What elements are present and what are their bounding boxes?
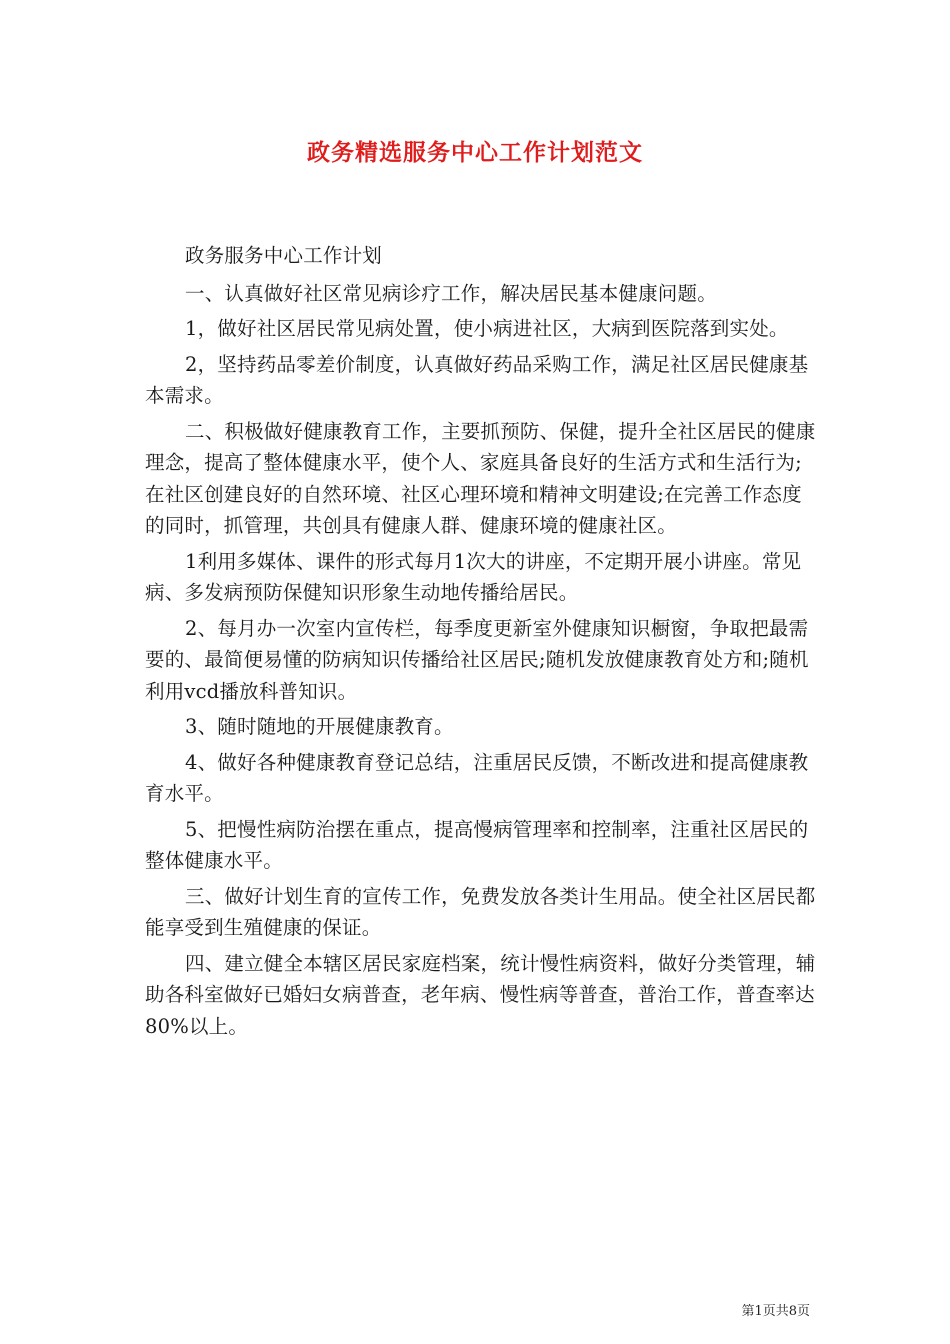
- paragraph: 5、把慢性病防治摆在重点，提高慢病管理率和控制率，注重社区居民的整体健康水平。: [145, 817, 809, 872]
- document-title: 政务精选服务中心工作计划范文: [307, 139, 643, 166]
- paragraph: 2，坚持药品零差价制度，认真做好药品采购工作，满足社区居民健康基本需求。: [145, 352, 809, 407]
- page-number: 第1页共8页: [741, 1304, 810, 1319]
- paragraph: 1，做好社区居民常见病处置，使小病进社区，大病到医院落到实处。: [185, 317, 789, 340]
- paragraph: 三、做好计划生育的宣传工作，免费发放各类计生用品。使全社区居民都能享受到生殖健康的保证。: [145, 884, 816, 939]
- paragraph: 2、每月办一次室内宣传栏，每季度更新室外健康知识橱窗，争取把最需要的、最简便易懂的防病知识传播给社区居民;随机发放健康教育处方和;随机利用vcd播放科普知识。: [145, 616, 809, 703]
- paragraph: 4、做好各种健康教育登记总结，注重居民反馈，不断改进和提高健康教育水平。: [145, 750, 809, 805]
- paragraph-heading: 政务服务中心工作计划: [185, 244, 383, 267]
- paragraph: 一、认真做好社区常见病诊疗工作，解决居民基本健康问题。: [185, 281, 717, 305]
- paragraph: 四、建立健全本辖区居民家庭档案，统计慢性病资料，做好分类管理，辅助各科室做好已婚妇女病普查，老年病、慢性病等普查，普治工作，普查率达80%以上。: [145, 951, 816, 1038]
- document-body: [145, 240, 817, 1046]
- paragraph: 1利用多媒体、课件的形式每月1次大的讲座，不定期开展小讲座。常见病、多发病预防保健知识形象生动地传播给居民。: [145, 549, 802, 604]
- paragraph: 3、随时随地的开展健康教育。: [185, 715, 454, 738]
- paragraph: 二、积极做好健康教育工作，主要抓预防、保健，提升全社区居民的健康理念，提高了整体健康水平，使个人、家庭具备良好的生活方式和生活行为;在社区创建良好的自然环境、社区心理环境和精神文明建设;在完善工作态度的同时，抓管理，共创具有健康人群、健康环境的健康社区。: [145, 419, 816, 537]
